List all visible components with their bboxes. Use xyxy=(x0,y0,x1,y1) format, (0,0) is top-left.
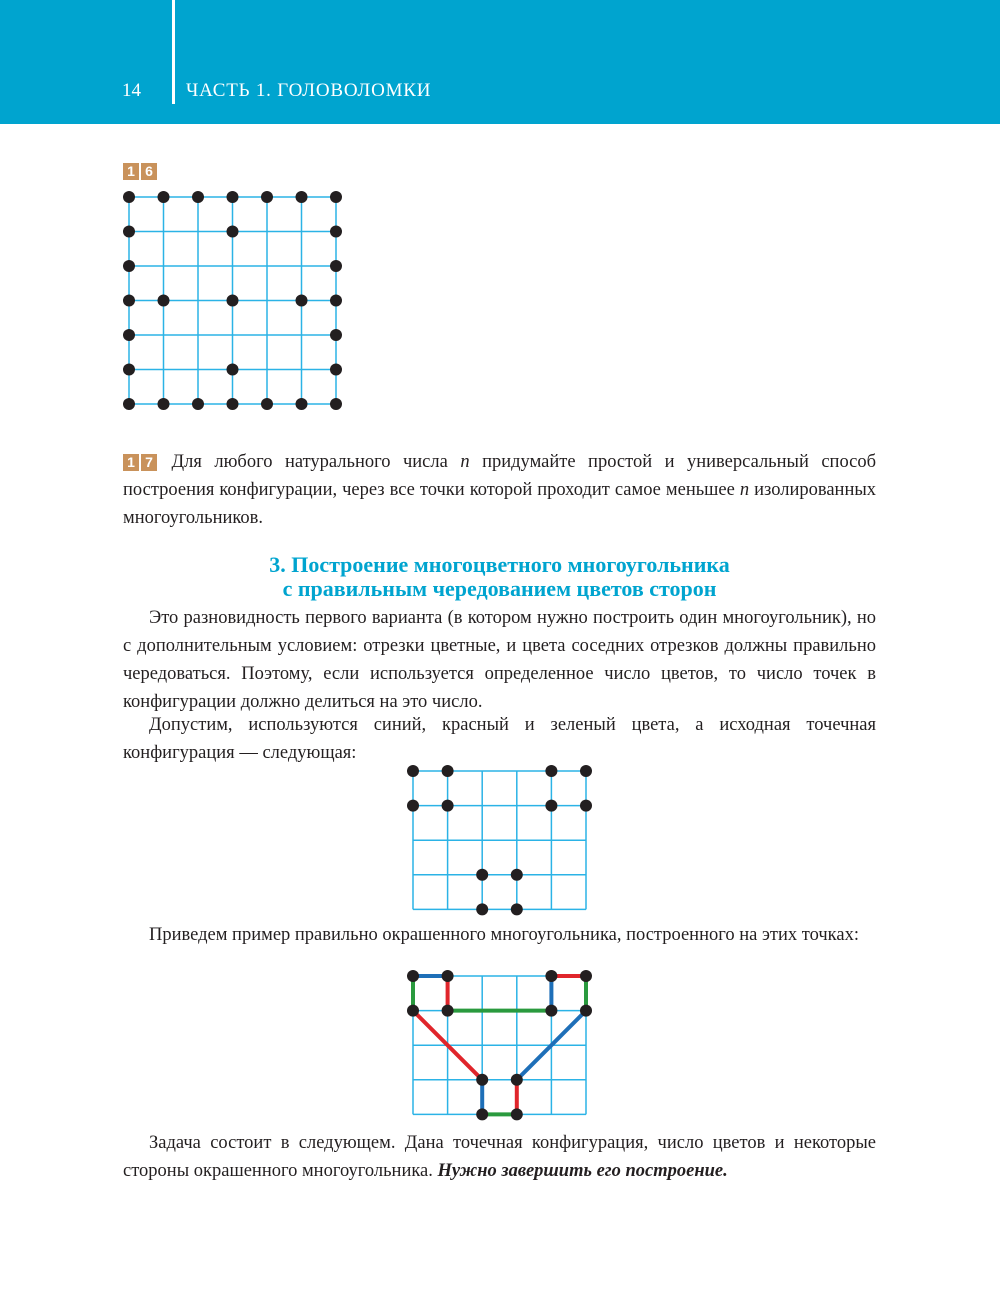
grid-dot xyxy=(123,329,135,341)
grid-dot xyxy=(545,765,557,777)
section-heading xyxy=(123,553,876,601)
section-heading-line2: с правильным чередованием цветов сторон xyxy=(282,576,717,601)
variable-n: n xyxy=(460,452,470,472)
grid-dot xyxy=(227,398,239,410)
grid-dot xyxy=(476,869,488,881)
page-number: 14 xyxy=(122,80,141,101)
grid-dot xyxy=(476,1074,488,1086)
grid-dot xyxy=(158,295,170,307)
grid-dot xyxy=(123,191,135,203)
grid-dot xyxy=(330,364,342,376)
grid-dot xyxy=(330,329,342,341)
paragraph-3-text: Приведем пример правильно окрашенного многоугольника, построенного на этих точках: xyxy=(149,925,859,945)
problem-16-badge xyxy=(123,163,159,181)
grid-dot xyxy=(123,364,135,376)
grid-dot xyxy=(227,364,239,376)
grid-dot xyxy=(330,226,342,238)
grid-dot xyxy=(296,398,308,410)
variable-n: n xyxy=(739,480,750,500)
page-header xyxy=(0,0,1000,124)
problem-17-text xyxy=(123,448,876,532)
grid-dot xyxy=(580,765,592,777)
badge-digit: 7 xyxy=(141,454,157,471)
problem-17-part2: придумайте простой и универсальный способ построения конфигурации, через все точки которой проходит самое меньшее xyxy=(123,452,877,500)
grid-dot xyxy=(330,191,342,203)
grid-dot xyxy=(330,260,342,272)
grid-dot xyxy=(442,800,454,812)
colored-polygon-grid xyxy=(407,970,592,1120)
grid-dot xyxy=(261,191,273,203)
grid-dot xyxy=(227,226,239,238)
grid-16 xyxy=(123,191,342,410)
grid-dot xyxy=(545,970,557,982)
grid-dot xyxy=(296,295,308,307)
grid-dot xyxy=(227,295,239,307)
grid-dot xyxy=(296,191,308,203)
paragraph-4 xyxy=(123,1129,876,1185)
part-title: ЧАСТЬ 1. ГОЛОВОЛОМКИ xyxy=(186,80,432,101)
grid-dot xyxy=(442,765,454,777)
paragraph-2-text: Допустим, используются синий, красный и зеленый цвета, а исходная точечная конфигурация — следующая: xyxy=(123,715,876,763)
grid-dot xyxy=(476,903,488,915)
paragraph-1 xyxy=(123,604,876,716)
grid-dot xyxy=(407,800,419,812)
grid-dot xyxy=(158,398,170,410)
grid-dot xyxy=(123,295,135,307)
grid-dot xyxy=(123,260,135,272)
grid-dot xyxy=(123,226,135,238)
grid-dot xyxy=(580,970,592,982)
badge-digit: 6 xyxy=(141,163,157,180)
grid-dot xyxy=(123,398,135,410)
configuration-figure xyxy=(402,760,598,922)
paragraph-2 xyxy=(123,711,876,767)
paragraph-1-text: Это разновидность первого варианта (в котором нужно построить один многоугольник), но с дополнительным условием: отрезки цветные, и цвета соседних отрезков должны правильно чередоваться. Поэтому, если используется определенное число цветов, то число точек в конфигурации должно делиться на это число. xyxy=(123,608,876,712)
grid-dot xyxy=(407,1005,419,1017)
grid-dot xyxy=(158,191,170,203)
grid-dot xyxy=(227,191,239,203)
configuration-grid xyxy=(407,765,592,915)
grid-dot xyxy=(407,765,419,777)
grid-dot xyxy=(261,398,273,410)
grid-dot xyxy=(442,1005,454,1017)
grid-dot xyxy=(580,1005,592,1017)
grid-dot xyxy=(511,1108,523,1120)
problem-17-part1: Для любого натурального числа xyxy=(171,452,448,472)
colored-polygon-figure xyxy=(402,965,598,1127)
grid-dot xyxy=(330,398,342,410)
grid-dot xyxy=(442,970,454,982)
grid-dot xyxy=(545,800,557,812)
grid-dot xyxy=(192,191,204,203)
task-emphasis: Нужно завершить его построение. xyxy=(437,1161,728,1181)
paragraph-4-text: Задача состоит в следующем. Дана точечная конфигурация, число цветов и некоторые стороны окрашенного многоугольника. xyxy=(123,1133,876,1181)
grid-dot xyxy=(580,800,592,812)
paragraph-3 xyxy=(123,921,876,949)
grid-dot xyxy=(511,903,523,915)
badge-digit: 1 xyxy=(123,163,139,180)
problem-16-figure xyxy=(118,186,350,418)
grid-dot xyxy=(407,970,419,982)
grid-dot xyxy=(511,1074,523,1086)
grid-dot xyxy=(192,398,204,410)
grid-dot xyxy=(476,1108,488,1120)
grid-dot xyxy=(330,295,342,307)
section-heading-line1: 3. Построение многоцветного многоугольника xyxy=(269,552,730,577)
problem-17-part3: изолированных многоугольников. xyxy=(123,480,877,528)
grid-dot xyxy=(511,869,523,881)
grid-dot xyxy=(545,1005,557,1017)
badge-digit: 1 xyxy=(123,454,139,471)
header-divider xyxy=(172,0,175,104)
problem-17-badge xyxy=(123,448,159,476)
